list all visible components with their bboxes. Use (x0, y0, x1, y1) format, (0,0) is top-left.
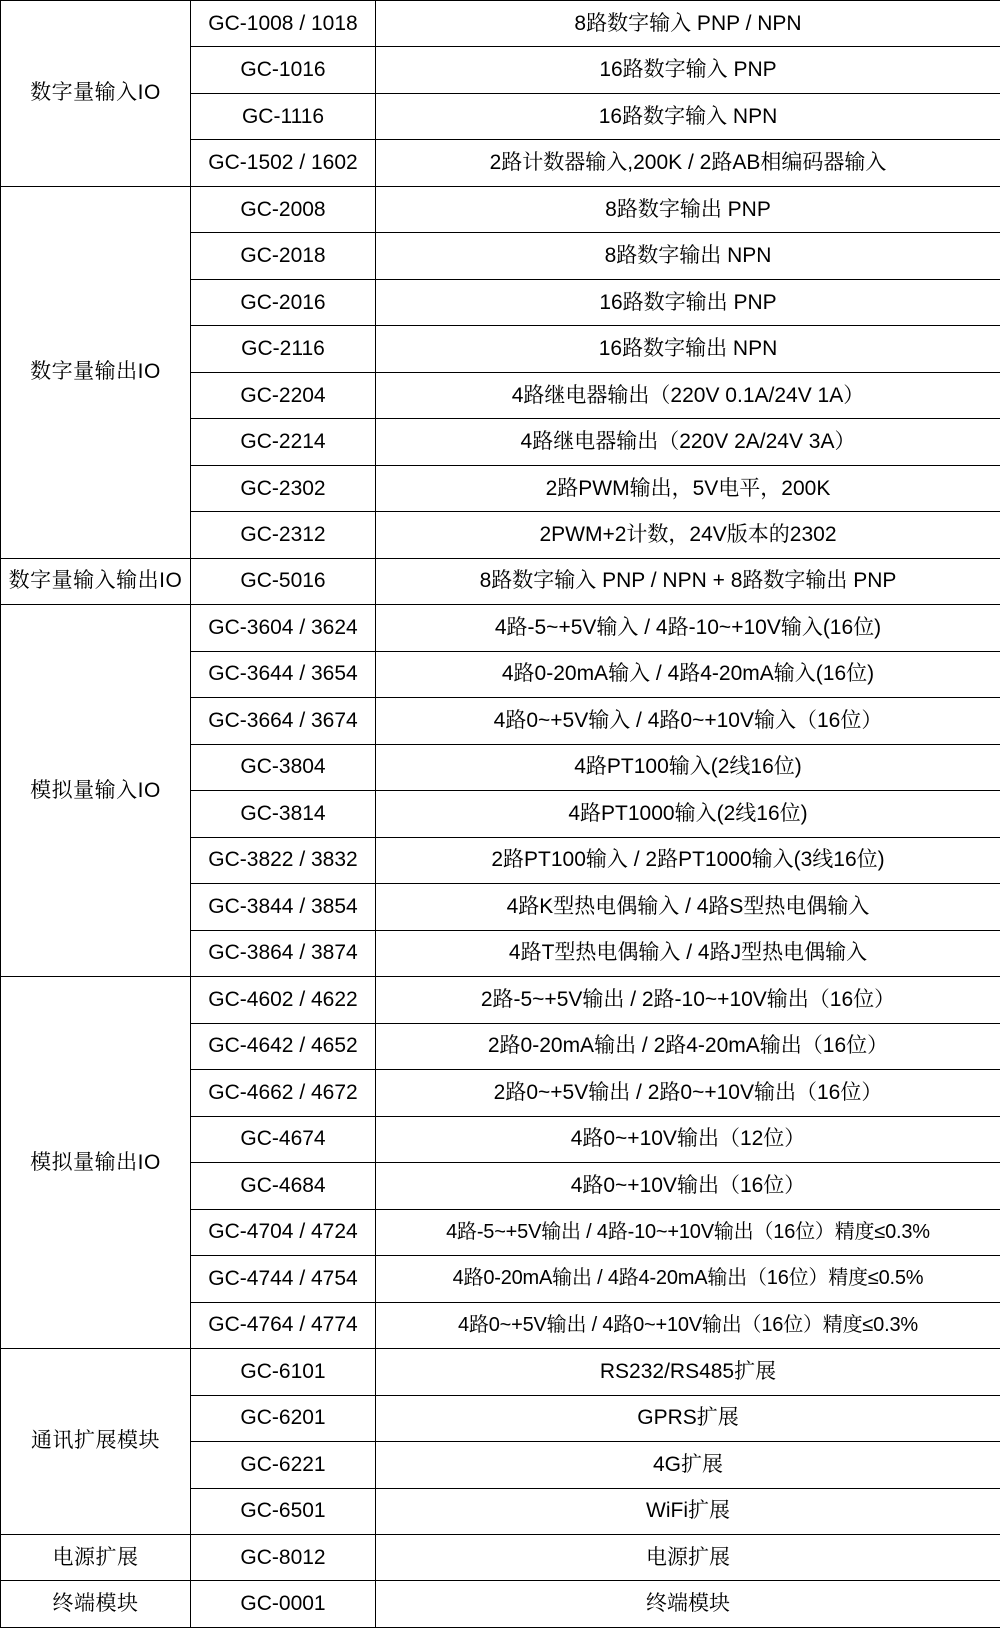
description-cell: 终端模块 (376, 1581, 1000, 1628)
description-cell: 2PWM+2计数，24V版本的2302 (376, 512, 1000, 558)
table-row (1, 977, 1000, 1023)
model-cell: GC-2018 (191, 233, 376, 279)
model-cell: GC-2214 (191, 419, 376, 465)
category-cell: 数字量输入输出IO (1, 558, 191, 604)
model-cell: GC-6221 (191, 1442, 376, 1488)
model-cell: GC-6201 (191, 1395, 376, 1441)
model-cell: GC-3864 / 3874 (191, 930, 376, 976)
model-cell: GC-5016 (191, 558, 376, 604)
model-cell: GC-2204 (191, 372, 376, 418)
description-cell: 4路PT100输入(2线16位) (376, 744, 1000, 790)
description-cell: 2路PWM输出，5V电平，200K (376, 465, 1000, 511)
table-row (1, 1581, 1000, 1628)
description-cell: 8路数字输入 PNP / NPN (376, 1, 1000, 47)
model-cell: GC-3814 (191, 791, 376, 837)
model-cell: GC-1008 / 1018 (191, 1, 376, 47)
model-cell: GC-2008 (191, 186, 376, 232)
table-row (1, 1349, 1000, 1395)
category-cell: 模拟量输出IO (1, 977, 191, 1349)
model-cell: GC-4744 / 4754 (191, 1256, 376, 1302)
description-cell: 16路数字输出 PNP (376, 279, 1000, 325)
category-cell: 模拟量输入IO (1, 605, 191, 977)
description-cell: 16路数字输入 PNP (376, 47, 1000, 93)
description-cell: 2路计数器输入,200K / 2路AB相编码器输入 (376, 140, 1000, 186)
model-cell: GC-6101 (191, 1349, 376, 1395)
description-cell: 4路0~+5V输出 / 4路0~+10V输出（16位）精度≤0.3% (376, 1302, 1000, 1348)
table-row (1, 1, 1000, 47)
description-cell: 4路PT1000输入(2线16位) (376, 791, 1000, 837)
model-cell: GC-2016 (191, 279, 376, 325)
category-cell: 数字量输出IO (1, 186, 191, 558)
model-cell: GC-4764 / 4774 (191, 1302, 376, 1348)
description-cell: GPRS扩展 (376, 1395, 1000, 1441)
category-cell: 通讯扩展模块 (1, 1349, 191, 1535)
description-cell: 4路0~+5V输入 / 4路0~+10V输入（16位） (376, 698, 1000, 744)
category-cell: 数字量输入IO (1, 1, 191, 187)
description-cell: 4路0-20mA输出 / 4路4-20mA输出（16位）精度≤0.5% (376, 1256, 1000, 1302)
model-cell: GC-4602 / 4622 (191, 977, 376, 1023)
model-cell: GC-4674 (191, 1116, 376, 1162)
model-cell: GC-4684 (191, 1163, 376, 1209)
table-body (1, 1, 1000, 1628)
model-cell: GC-4704 / 4724 (191, 1209, 376, 1255)
description-cell: RS232/RS485扩展 (376, 1349, 1000, 1395)
category-cell: 电源扩展 (1, 1534, 191, 1580)
description-cell: 8路数字输出 PNP (376, 186, 1000, 232)
description-cell: 4路0~+10V输出（16位） (376, 1163, 1000, 1209)
description-cell: 4路继电器输出（220V 0.1A/24V 1A） (376, 372, 1000, 418)
model-cell: GC-1016 (191, 47, 376, 93)
model-cell: GC-0001 (191, 1581, 376, 1628)
description-cell: 8路数字输入 PNP / NPN + 8路数字输出 PNP (376, 558, 1000, 604)
description-cell: 8路数字输出 NPN (376, 233, 1000, 279)
description-cell: 4G扩展 (376, 1442, 1000, 1488)
description-cell: 16路数字输出 NPN (376, 326, 1000, 372)
description-cell: 4路0~+10V输出（12位） (376, 1116, 1000, 1162)
model-cell: GC-3664 / 3674 (191, 698, 376, 744)
model-cell: GC-3604 / 3624 (191, 605, 376, 651)
model-cell: GC-2302 (191, 465, 376, 511)
table-row (1, 186, 1000, 232)
model-cell: GC-2312 (191, 512, 376, 558)
description-cell: 2路-5~+5V输出 / 2路-10~+10V输出（16位） (376, 977, 1000, 1023)
table-row (1, 1534, 1000, 1580)
description-cell: 2路0-20mA输出 / 2路4-20mA输出（16位） (376, 1023, 1000, 1069)
model-cell: GC-4662 / 4672 (191, 1070, 376, 1116)
description-cell: WiFi扩展 (376, 1488, 1000, 1534)
description-cell: 16路数字输入 NPN (376, 93, 1000, 139)
description-cell: 电源扩展 (376, 1534, 1000, 1580)
description-cell: 4路K型热电偶输入 / 4路S型热电偶输入 (376, 884, 1000, 930)
description-cell: 2路PT100输入 / 2路PT1000输入(3线16位) (376, 837, 1000, 883)
table-row (1, 558, 1000, 604)
model-cell: GC-3804 (191, 744, 376, 790)
category-cell: 终端模块 (1, 1581, 191, 1628)
description-cell: 4路-5~+5V输入 / 4路-10~+10V输入(16位) (376, 605, 1000, 651)
model-cell: GC-3644 / 3654 (191, 651, 376, 697)
description-cell: 4路T型热电偶输入 / 4路J型热电偶输入 (376, 930, 1000, 976)
model-cell: GC-1502 / 1602 (191, 140, 376, 186)
model-cell: GC-1116 (191, 93, 376, 139)
description-cell: 2路0~+5V输出 / 2路0~+10V输出（16位） (376, 1070, 1000, 1116)
model-cell: GC-2116 (191, 326, 376, 372)
model-cell: GC-6501 (191, 1488, 376, 1534)
description-cell: 4路-5~+5V输出 / 4路-10~+10V输出（16位）精度≤0.3% (376, 1209, 1000, 1255)
table-row (1, 605, 1000, 651)
description-cell: 4路继电器输出（220V 2A/24V 3A） (376, 419, 1000, 465)
model-cell: GC-4642 / 4652 (191, 1023, 376, 1069)
model-cell: GC-3844 / 3854 (191, 884, 376, 930)
description-cell: 4路0-20mA输入 / 4路4-20mA输入(16位) (376, 651, 1000, 697)
model-cell: GC-8012 (191, 1534, 376, 1580)
model-cell: GC-3822 / 3832 (191, 837, 376, 883)
